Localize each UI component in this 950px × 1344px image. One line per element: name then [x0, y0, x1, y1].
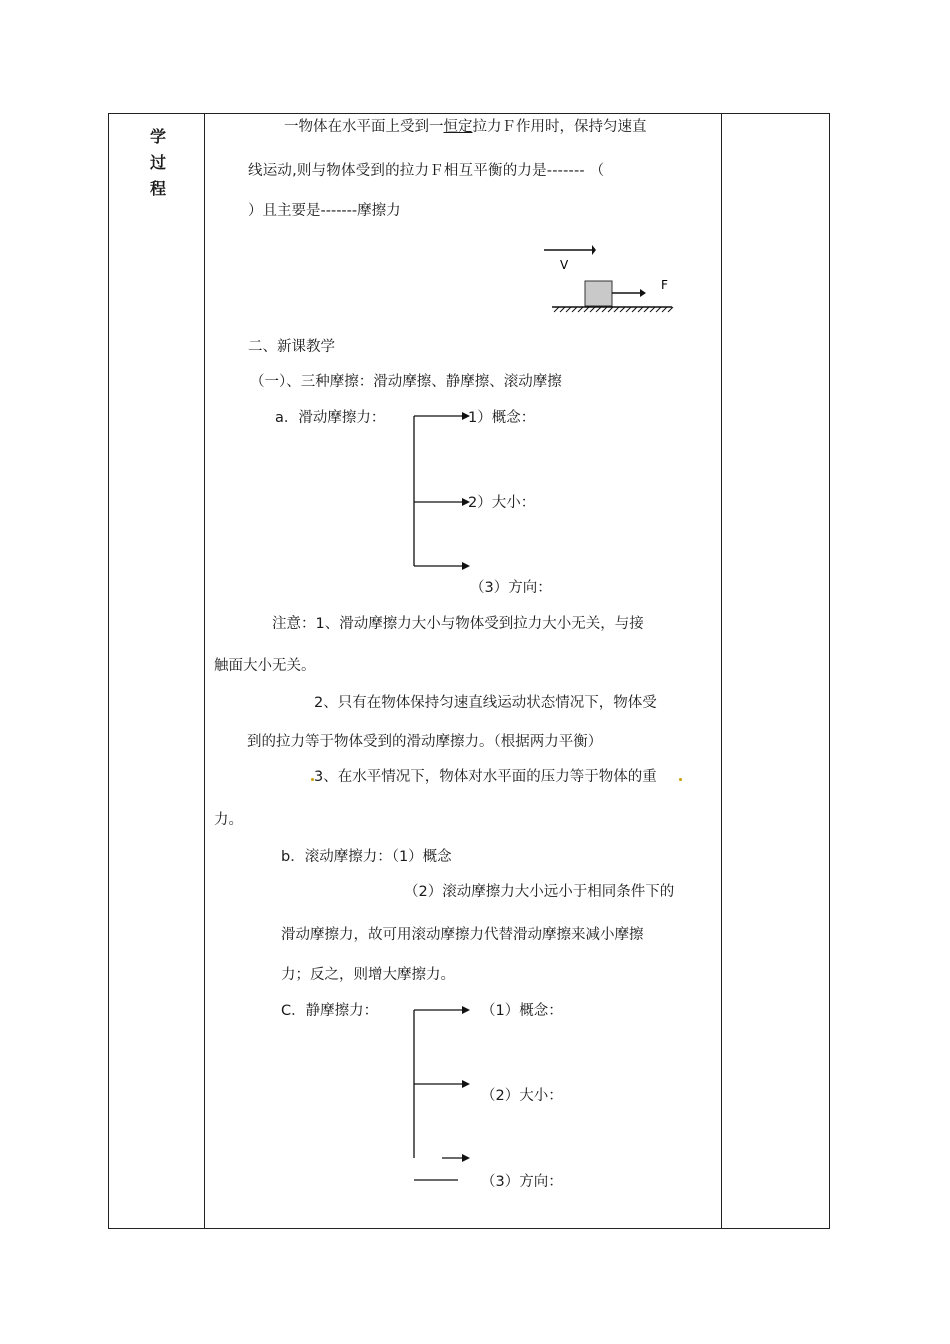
sliding-item-magnitude: 2）大小：: [468, 495, 536, 511]
side-label: [145, 124, 171, 202]
sliding-branch-diagram: [410, 410, 480, 575]
force-label: F: [661, 278, 668, 292]
rolling-point-2-line-3: 力；反之，则增大摩擦力。: [281, 967, 455, 983]
intro-line-1: [284, 118, 647, 136]
static-friction-label: C．静摩擦力：: [281, 1003, 379, 1019]
note-1-line-1: 注意：1、滑动摩擦力大小与物体受到拉力大小无关，与接: [272, 616, 644, 632]
sliding-item-direction: （3）方向：: [470, 580, 552, 596]
note-2-line-1: 2、只有在物体保持匀速直线运动状态情况下，物体受: [314, 695, 657, 711]
note-2-line-2: 到的拉力等于物体受到的滑动摩擦力。（根据两力平衡）: [247, 734, 603, 750]
rolling-friction-label: b．滚动摩擦力：（1）概念: [281, 849, 452, 865]
note-3-line-1: 3、在水平情况下，物体对水平面的压力等于物体的重: [314, 769, 657, 785]
static-item-magnitude: （2）大小：: [481, 1088, 563, 1104]
column-divider-left: [204, 114, 205, 1228]
subsection-title: （一）、三种摩擦：滑动摩擦、静摩擦、滚动摩擦: [250, 374, 562, 390]
force-arrow: [612, 289, 646, 297]
velocity-arrow: [544, 245, 596, 255]
section-title: 二、新课教学: [248, 339, 335, 355]
intro-text: 一物体在水平面上受到一: [284, 119, 444, 135]
sliding-friction-label: a．滑动摩擦力：: [275, 410, 386, 426]
block-force-figure: [540, 238, 680, 318]
intro-line-2: 线运动,则与物体受到的拉力Ｆ相互平衡的力是------- （: [248, 163, 605, 179]
rolling-point-2-line-2: 滑动摩擦力，故可用滚动摩擦力代替滑动摩擦来减小摩擦: [281, 927, 644, 943]
column-divider-right: [721, 114, 722, 1228]
sliding-item-concept: 1）概念：: [468, 410, 536, 426]
static-item-direction: （3）方向：: [481, 1174, 563, 1190]
static-branch-diagram: [410, 1004, 480, 1189]
marker-dot: [679, 778, 682, 781]
note-3-line-2: 力。: [214, 812, 243, 828]
block: [585, 281, 612, 306]
note-1-line-2: 触面大小无关。: [214, 658, 316, 674]
side-char: 程: [149, 179, 166, 198]
velocity-label: V: [560, 258, 569, 272]
intro-text: 拉力Ｆ作用时，保持匀速直: [472, 119, 647, 135]
intro-line-3: ）且主要是-------摩擦力: [248, 203, 401, 219]
intro-underlined: 恒定: [443, 119, 473, 135]
marker-dot: [311, 778, 314, 781]
static-item-concept: （1）概念：: [481, 1003, 563, 1019]
side-char: 学: [149, 127, 166, 146]
side-char: 过: [149, 153, 166, 172]
rolling-point-2-line-1: （2）滚动摩擦力大小远小于相同条件下的: [404, 884, 675, 900]
